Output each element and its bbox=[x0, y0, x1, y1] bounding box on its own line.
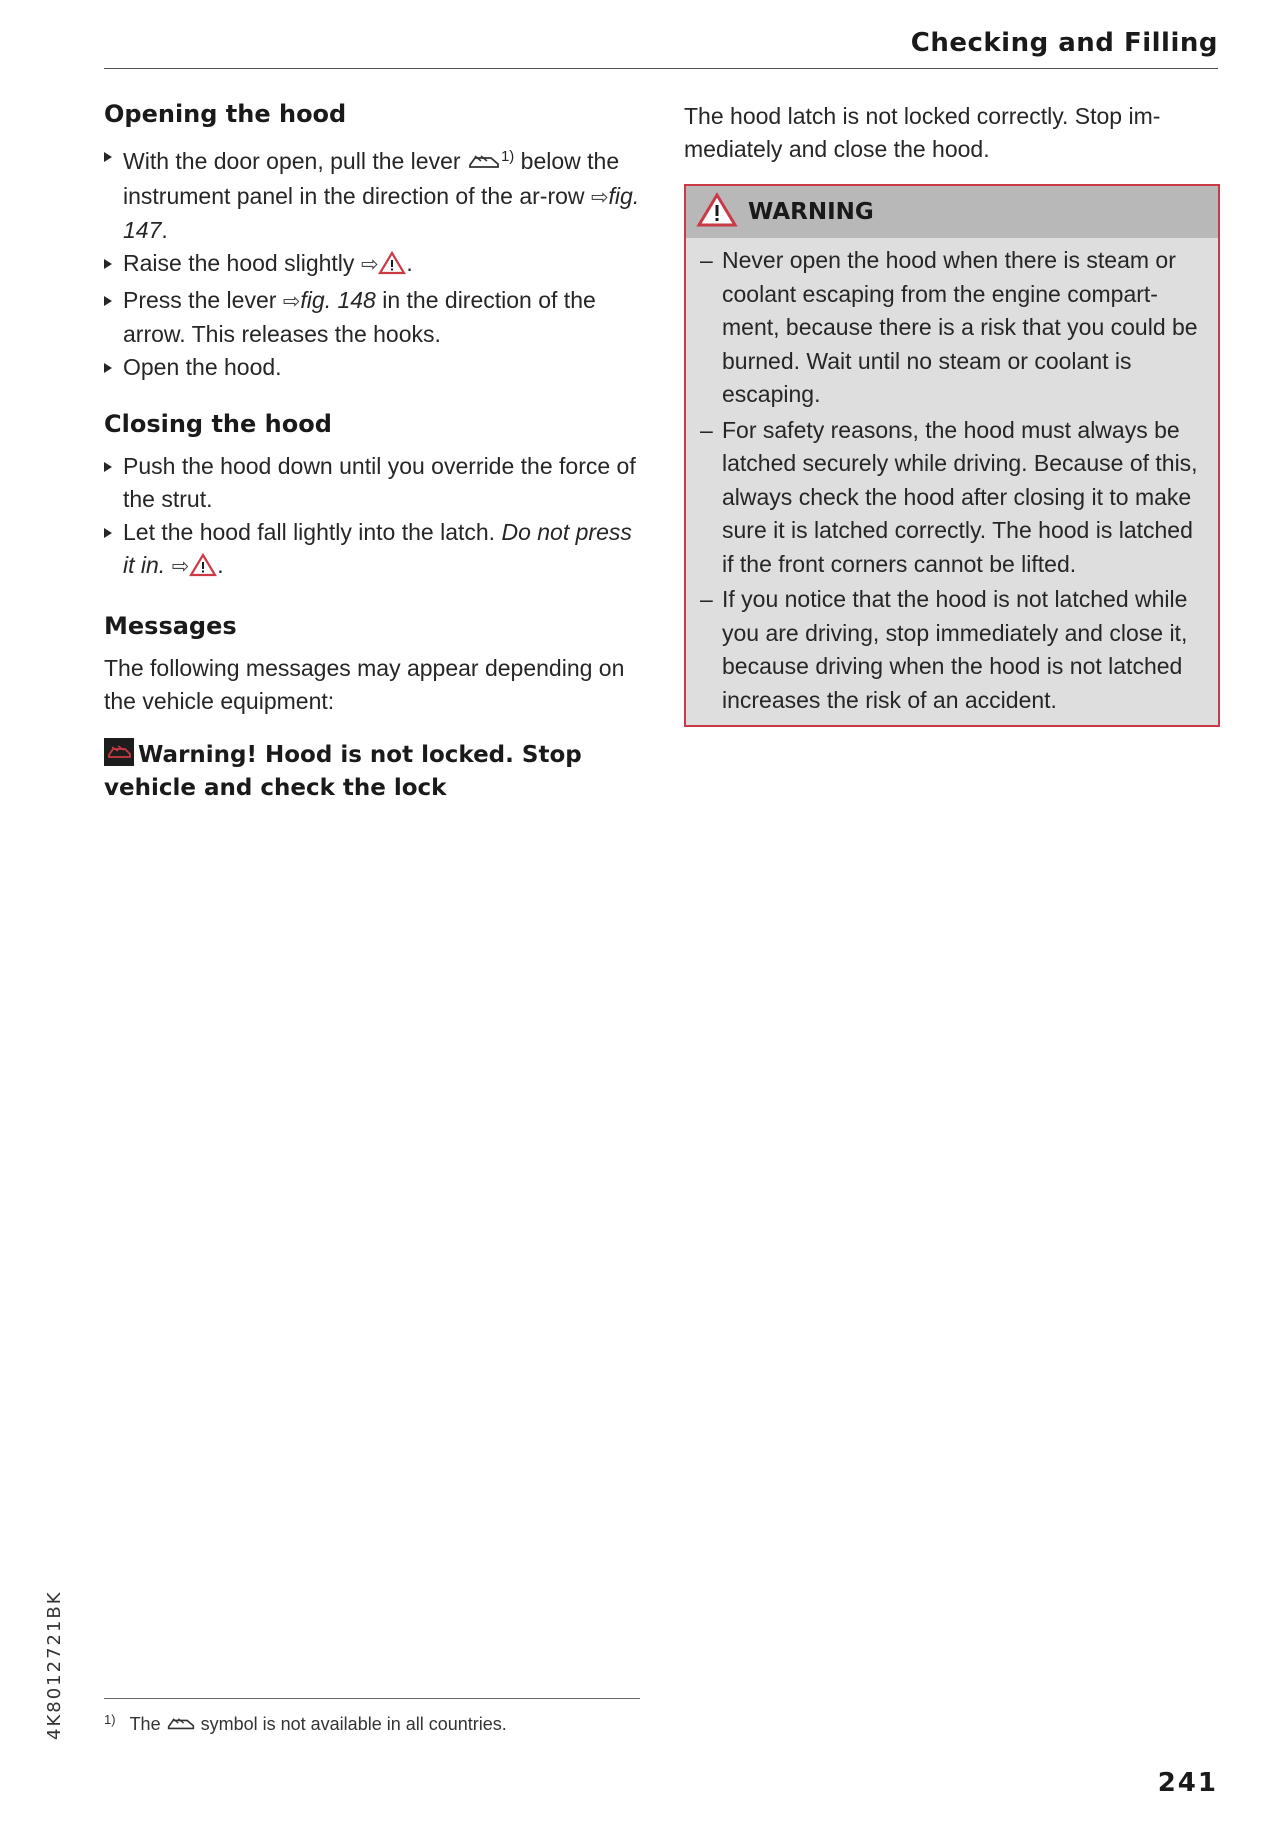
hood-lever-icon bbox=[467, 147, 501, 180]
closing-hood-heading: Closing the hood bbox=[104, 410, 332, 438]
messages-heading: Messages bbox=[104, 612, 237, 640]
warning-triangle-icon[interactable] bbox=[378, 251, 406, 284]
ref-arrow-icon: ⇨ bbox=[171, 555, 190, 578]
document-code: 4K8012721BK bbox=[44, 1590, 65, 1740]
hood-lever-icon bbox=[166, 1716, 196, 1737]
ref-arrow-icon: ⇨ bbox=[360, 253, 379, 276]
opening-step-4: Open the hood. bbox=[104, 351, 644, 384]
latch-not-locked-text: The hood latch is not locked correctly. Stop im-mediately and close the hood. bbox=[684, 103, 1161, 162]
warning-triangle-icon[interactable] bbox=[189, 553, 217, 586]
fig-147-link[interactable]: fig. 147 bbox=[123, 183, 640, 243]
warning-item: – If you notice that the hood is not latched while you are driving, stop immediately and close it, because driving when the hood is not latched increases the risk of an accident. bbox=[700, 586, 1188, 713]
warning-list bbox=[686, 238, 1218, 725]
left-column bbox=[104, 100, 644, 831]
right-column bbox=[684, 100, 1220, 727]
closing-step-2: Let the hood fall lightly into the latch. Do not press it in. ⇨ . bbox=[104, 516, 644, 586]
opening-step-1: With the door open, pull the lever $^{1)}$ below the instrument panel in the direction of the ar-row ⇨fig. 147. bbox=[104, 140, 644, 247]
header-divider bbox=[104, 68, 1218, 69]
section-messages bbox=[104, 612, 644, 805]
messages-intro: The following messages may appear depending on the vehicle equipment: bbox=[104, 655, 625, 714]
opening-step-2: Raise the hood slightly ⇨ . bbox=[104, 247, 644, 284]
footnote-ref-1[interactable]: 1) bbox=[500, 148, 515, 165]
hood-open-warning-icon bbox=[104, 738, 134, 766]
warning-box bbox=[684, 184, 1220, 727]
warning-box-header bbox=[686, 186, 1218, 238]
footnote-divider bbox=[104, 1698, 640, 1699]
section-opening-hood bbox=[104, 100, 644, 384]
opening-step-3: Press the lever ⇨fig. 148 in the direction of the arrow. This releases the hooks. bbox=[104, 284, 644, 351]
hood-warning-message: Warning! Hood is not locked. Stop vehicle and check the lock bbox=[104, 738, 644, 805]
footnote: $^{1)}$ The symbol is not available in all countries. bbox=[104, 1712, 507, 1737]
warning-item: – Never open the hood when there is steam or coolant escaping from the engine compart-ment, because there is a risk that you could be burned. Wait until no steam or coolant is escaping. bbox=[700, 247, 1198, 407]
footnote-mark: 1) bbox=[104, 1712, 116, 1727]
ref-arrow-icon: ⇨ bbox=[282, 290, 301, 313]
page-number: 241 bbox=[1157, 1768, 1218, 1798]
warning-triangle-icon bbox=[696, 192, 738, 233]
fig-148-link[interactable]: fig. 148 bbox=[300, 287, 376, 313]
warning-item: – For safety reasons, the hood must always be latched securely while driving. Because of this, always check the hood after closing it to make sure it is latched correctly. The hood is latched if the front corners cannot be lifted. bbox=[700, 416, 1198, 577]
page-header-title: Checking and Filling bbox=[910, 28, 1218, 58]
ref-arrow-icon: ⇨ bbox=[590, 186, 609, 209]
opening-hood-heading: Opening the hood bbox=[104, 100, 347, 128]
closing-step-1: Push the hood down until you override the force of the strut. bbox=[104, 450, 644, 516]
section-closing-hood bbox=[104, 410, 644, 586]
warning-label: WARNING bbox=[748, 199, 874, 225]
